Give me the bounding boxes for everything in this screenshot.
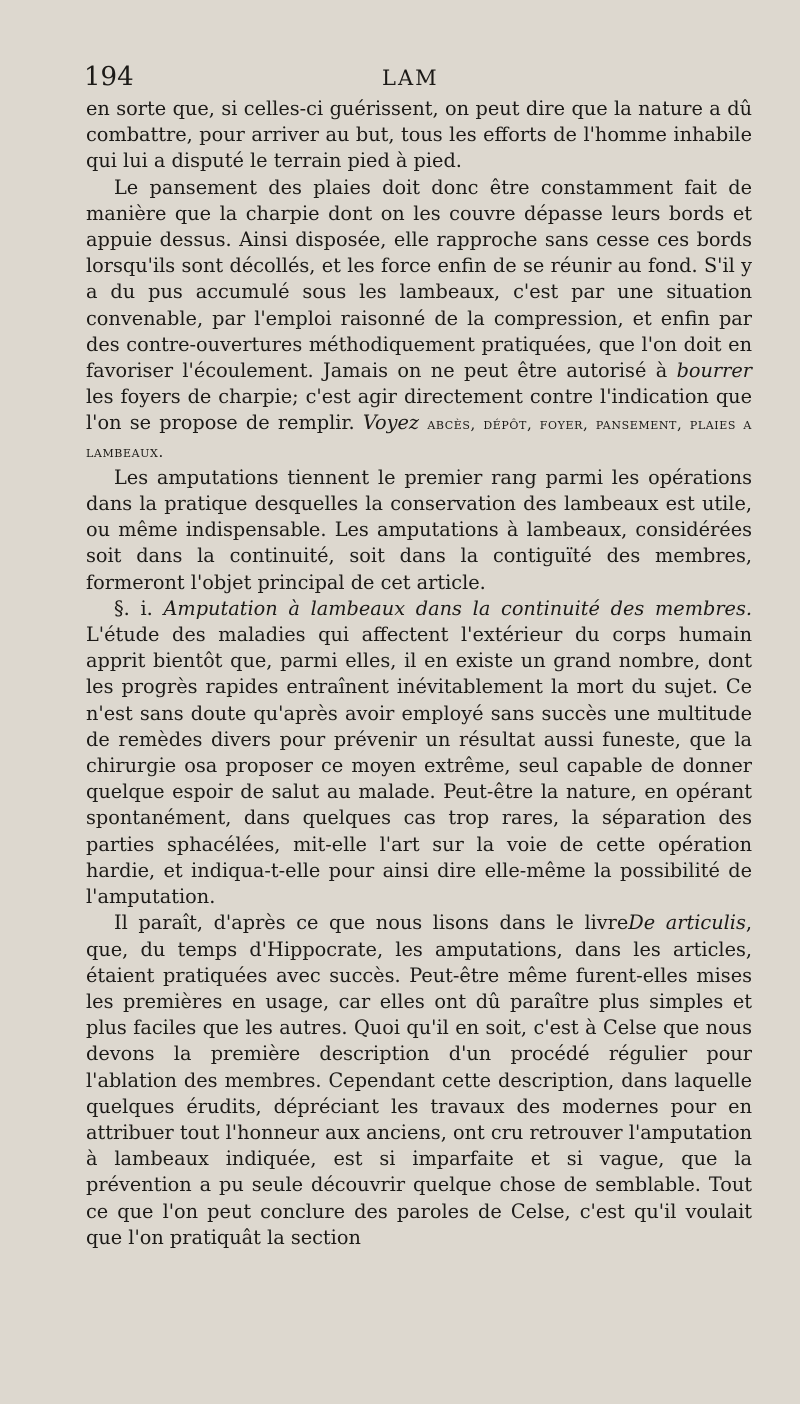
paragraph-2 <box>86 175 752 465</box>
body-text <box>86 96 752 1251</box>
section-mark: §. i. <box>114 596 153 620</box>
paragraph-2-text: Le pansement des plaies doit donc être constamment fait de manière que la charpie dont on les couvre dépasse leurs bords et appuie dessus. Ainsi disposée, elle rapproche sans cesse ces bords lorsqu'ils sont décollés, et les force enfin de se réunir au fond. S'il y a du pus accumulé sous les lambeaux, c'est par une situation convenable, par l'emploi raisonné de la compression, et enfin par des contre-ouvertures méthodiquement pratiquées, que l'on doit en favoriser l'écoulement. Jamais on ne peut être autorisé à <box>86 175 752 383</box>
running-title: LAM <box>382 66 439 90</box>
page-number: 194 <box>84 62 134 92</box>
paragraph-3 <box>86 465 752 596</box>
book-title-de-articulis: De articulis <box>628 911 746 935</box>
cross-references: abcès, dépôt, foyer, pansement, plaies a lambeaux. <box>86 415 752 461</box>
section-title: Amputation à lambeaux dans la continuité des membres. <box>163 596 752 620</box>
paragraph-1 <box>86 96 752 175</box>
paragraph-1-text: en sorte que, si celles-ci guérissent, on peut dire que la nature a dû combattre, pour arriver au but, tous les efforts de l'homme inhabile qui lui a disputé le terrain pied à pied. <box>86 97 752 173</box>
paragraph-2-text-cont: les foyers de charpie; c'est agir directement contre l'indication que l'on se propose de remplir. <box>86 385 752 435</box>
paragraph-5 <box>86 910 752 1251</box>
emphasis-bourrer: bourrer <box>676 359 752 383</box>
voyez-label: Voyez <box>362 411 420 435</box>
paragraph-4-text: L'étude des maladies qui affectent l'extérieur du corps humain apprit bientôt que, parmi elles, il en existe un grand nombre, dont les progrès rapides entraînent inévitablement la mort du sujet. Ce n'est sans doute qu'après avoir employé sans succès une multitude de remèdes divers pour prévenir un résultat aussi funeste, que la chirurgie osa proposer ce moyen extrême, seul capable de donner quelque espoir de salut au malade. Peut-être la nature, en opérant spontanément, dans quelques cas trop rares, la séparation des parties sphacélées, mit-elle l'art sur la voie de cette opération hardie, et indiqua-t-elle pour ainsi dire elle-même la possibilité de l'amputation. <box>86 623 752 909</box>
page-header <box>84 62 746 94</box>
paragraph-4 <box>86 596 752 910</box>
paragraph-3-text: Les amputations tiennent le premier rang parmi les opérations dans la pratique desquelles la conservation des lambeaux est utile, ou même indispensable. Les amputations à lambeaux, considérées soit dans la continuité, soit dans la contiguïté des membres, formeront l'objet principal de cet article. <box>86 465 752 594</box>
paragraph-5-text: Il paraît, d'après ce que nous lisons dans le livre <box>114 911 629 935</box>
paragraph-5-text-cont: , que, du temps d'Hippocrate, les amputations, dans les articles, étaient pratiquées avec succès. Peut-être même furent-elles mises les premières en usage, car elles ont dû paraître plus simples et plus faciles que les autres. Quoi qu'il en soit, c'est à Celse que nous devons la première description d'un procédé régulier pour l'ablation des membres. Cependant cette description, dans laquelle quelques érudits, dépréciant les travaux des modernes pour en attribuer tout l'honneur aux anciens, ont cru retrouver l'amputation à lambeaux indiquée, est si imparfaite et si vague, que la prévention a pu seule découvrir quelque chose de semblable. Tout ce que l'on peut conclure des paroles de Celse, c'est qu'il voulait que l'on pratiquât la section <box>86 911 752 1249</box>
